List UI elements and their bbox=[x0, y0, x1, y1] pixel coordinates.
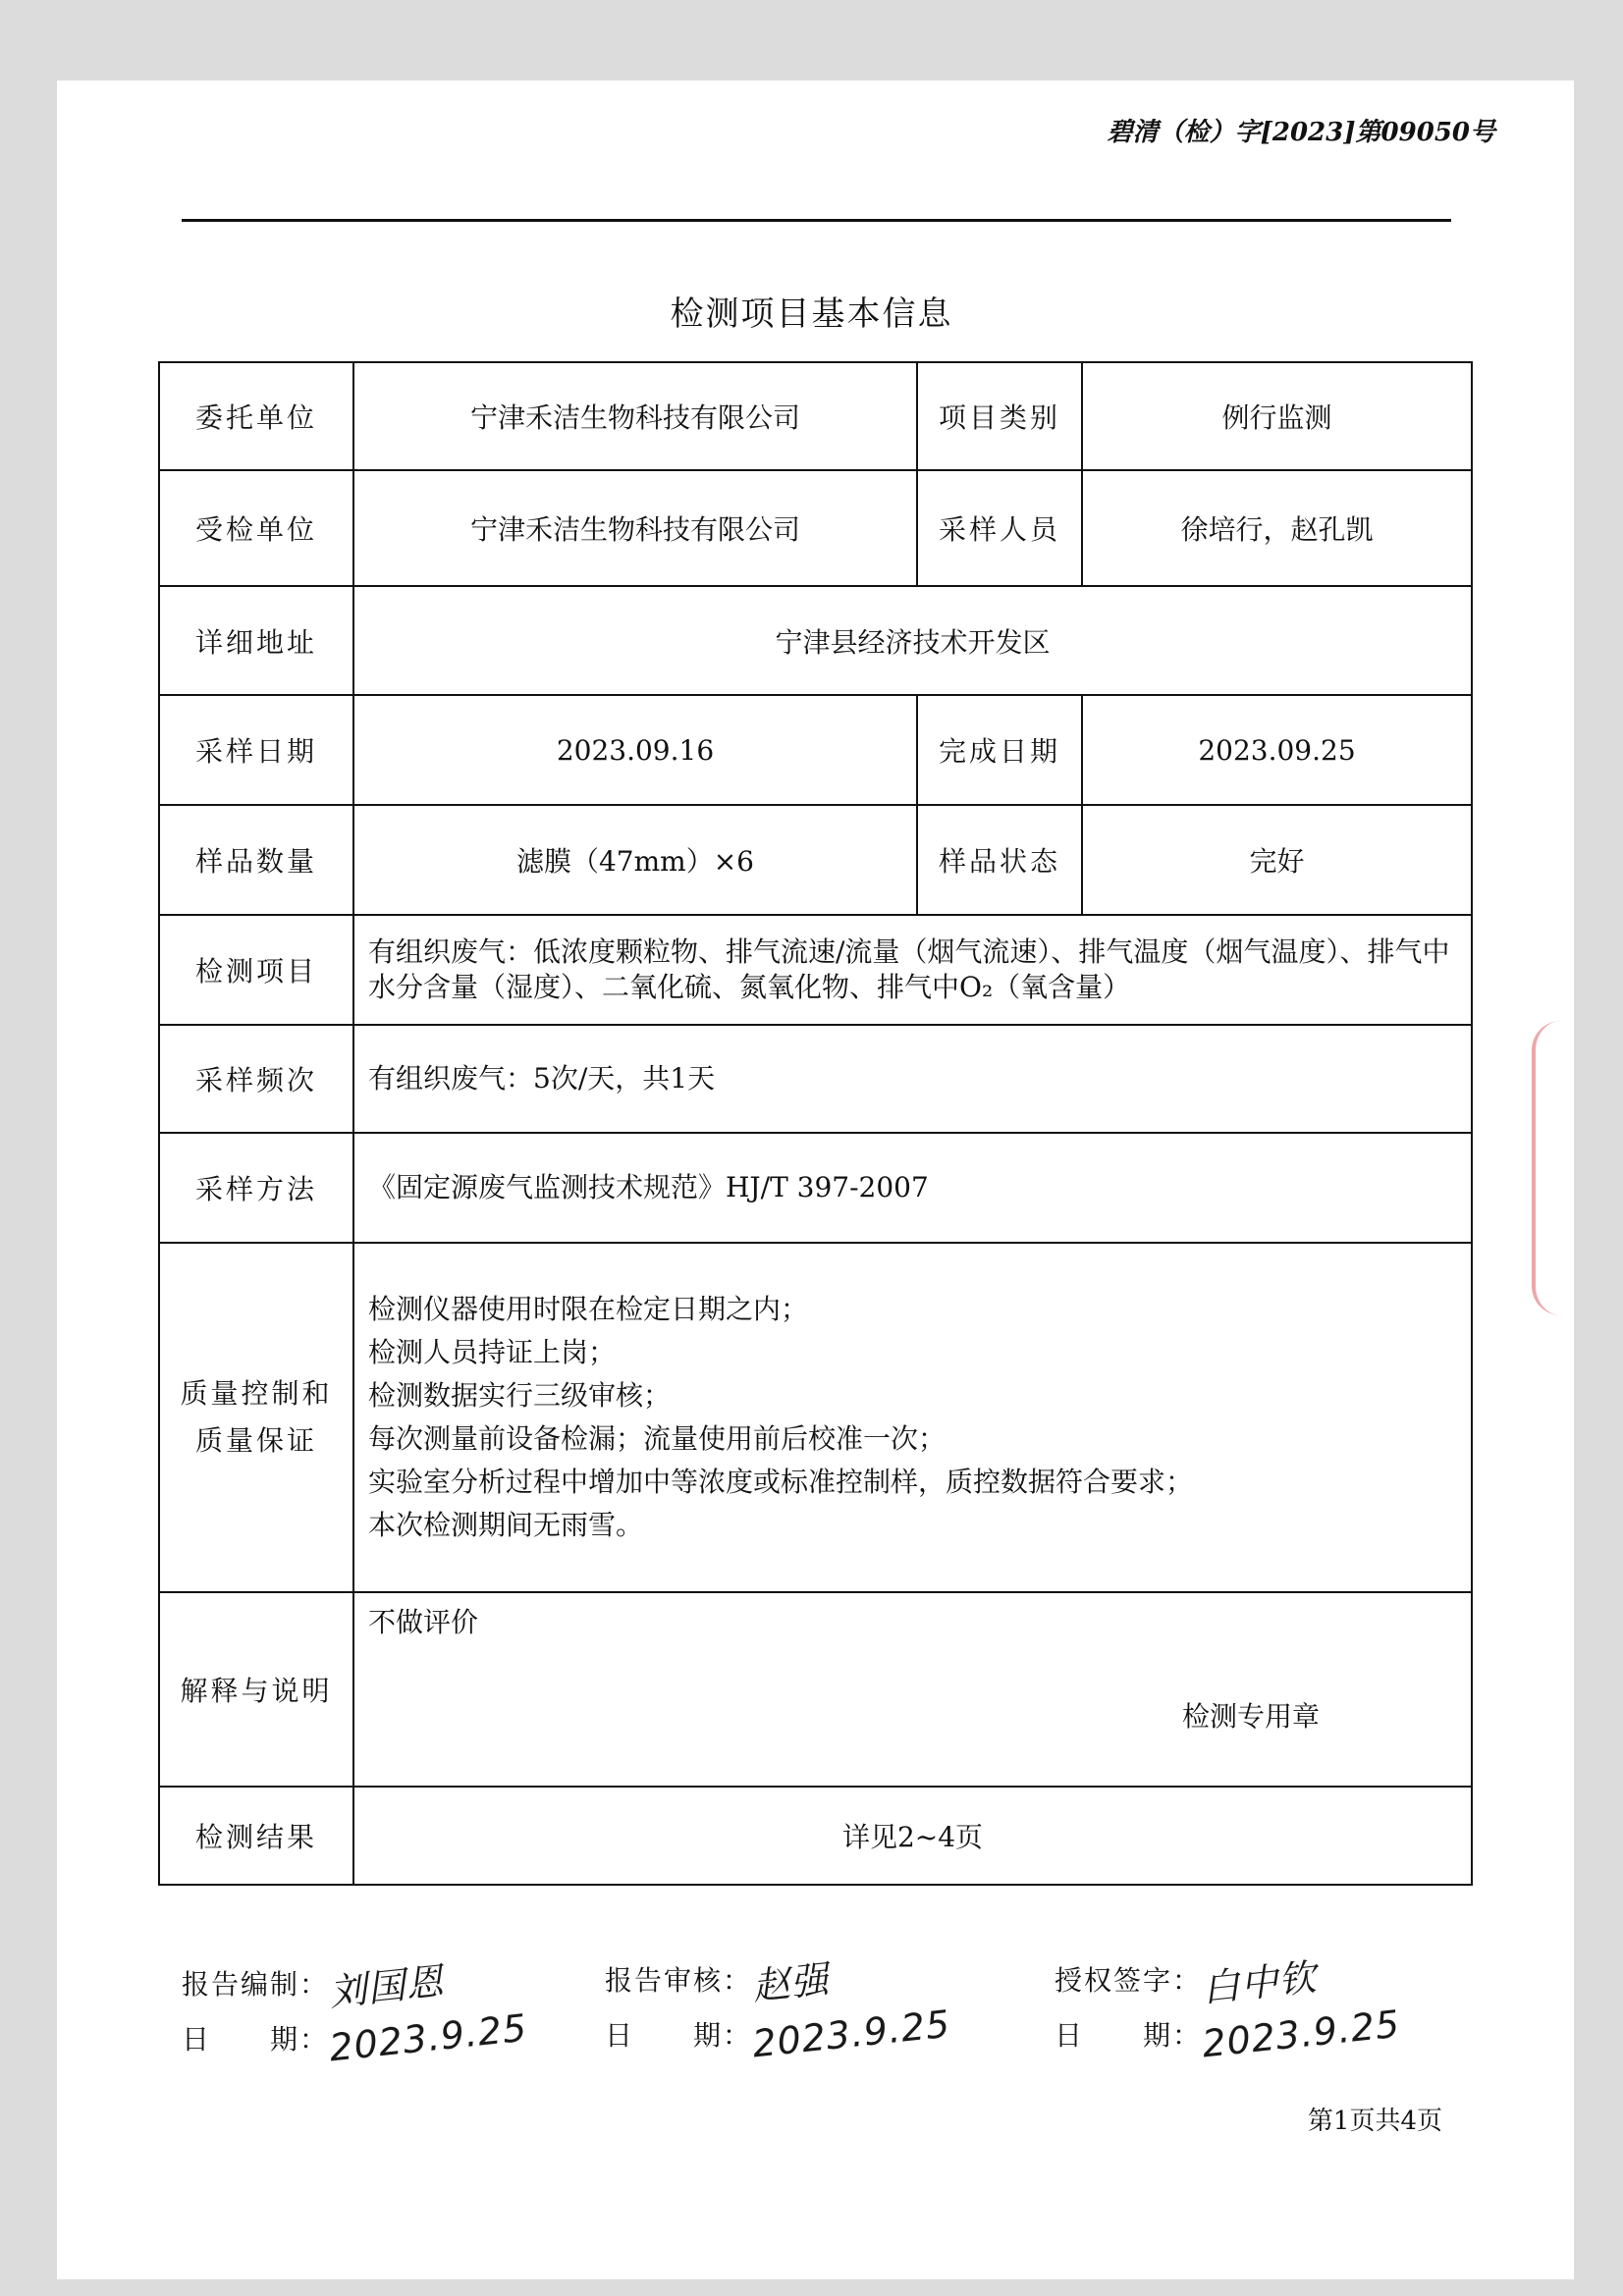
result-label: 检测结果 bbox=[159, 1787, 353, 1885]
state-value: 完好 bbox=[1082, 805, 1472, 915]
sampler-value: 徐培行，赵孔凯 bbox=[1082, 470, 1472, 586]
review-signature: 赵强 bbox=[750, 1956, 832, 2008]
inspected-value: 宁津禾洁生物科技有限公司 bbox=[353, 470, 917, 586]
review-date: 2023.9.25 bbox=[750, 2002, 953, 2066]
freq-value: 有组织废气：5次/天，共1天 bbox=[353, 1025, 1472, 1133]
page-number: 第1页共4页 bbox=[1307, 2107, 1442, 2136]
compile-signature: 刘国恩 bbox=[327, 1958, 447, 2014]
qc-label: 质量控制和质量保证 bbox=[159, 1243, 353, 1592]
result-value: 详见2~4页 bbox=[353, 1787, 1472, 1885]
auth-signature: 白中钦 bbox=[1200, 1954, 1320, 2010]
explain-value: 不做评价 bbox=[368, 1606, 479, 1638]
document-number: 碧清（检）字[2023]第09050号 bbox=[1107, 118, 1495, 147]
table-row bbox=[159, 915, 1472, 1025]
table-row bbox=[159, 805, 1472, 915]
compile-date-label: 日 期： bbox=[182, 2023, 330, 2056]
sample-date-value: 2023.09.16 bbox=[353, 695, 917, 805]
page-title: 检测项目基本信息 bbox=[670, 294, 953, 334]
table-row bbox=[159, 470, 1472, 586]
client-value: 宁津禾洁生物科技有限公司 bbox=[353, 362, 917, 470]
info-table bbox=[158, 361, 1473, 1886]
auth-date: 2023.9.25 bbox=[1200, 2002, 1403, 2066]
stamp-label: 检测专用章 bbox=[1181, 1700, 1320, 1734]
method-label: 采样方法 bbox=[159, 1133, 353, 1243]
table-row bbox=[159, 1243, 1472, 1592]
explain-cell bbox=[353, 1592, 1472, 1787]
category-value: 例行监测 bbox=[1082, 362, 1472, 470]
sample-date-label: 采样日期 bbox=[159, 695, 353, 805]
auth-label: 授权签字： bbox=[1055, 1964, 1203, 1997]
finish-date-value: 2023.09.25 bbox=[1082, 695, 1472, 805]
address-value: 宁津县经济技术开发区 bbox=[353, 586, 1472, 695]
header-rule bbox=[182, 219, 1451, 222]
auth-date-label: 日 期： bbox=[1055, 2019, 1203, 2052]
address-label: 详细地址 bbox=[159, 586, 353, 695]
client-label: 委托单位 bbox=[159, 362, 353, 470]
qc-item: 每次测量前设备检漏；流量使用前后校准一次； bbox=[368, 1422, 947, 1455]
compile-label: 报告编制： bbox=[182, 1968, 330, 2001]
qc-item: 本次检测期间无雨雪。 bbox=[368, 1509, 644, 1541]
compile-date: 2023.9.25 bbox=[327, 2005, 530, 2070]
method-value: 《固定源废气监测技术规范》HJ/T 397-2007 bbox=[353, 1133, 1472, 1243]
signature-compile bbox=[182, 1955, 530, 2070]
qc-list bbox=[353, 1243, 1472, 1592]
qty-value: 滤膜（47mm）×6 bbox=[353, 805, 917, 915]
table-row bbox=[159, 1787, 1472, 1885]
table-row bbox=[159, 586, 1472, 695]
items-label: 检测项目 bbox=[159, 915, 353, 1025]
qty-label: 样品数量 bbox=[159, 805, 353, 915]
freq-label: 采样频次 bbox=[159, 1025, 353, 1133]
qc-item: 检测仪器使用时限在检定日期之内； bbox=[368, 1293, 809, 1325]
review-label: 报告审核： bbox=[605, 1964, 753, 1997]
red-seal-mark bbox=[1532, 1021, 1595, 1315]
qc-item: 检测数据实行三级审核； bbox=[368, 1379, 672, 1412]
table-row bbox=[159, 695, 1472, 805]
items-value: 有组织废气：低浓度颗粒物、排气流速/流量（烟气流速）、排气温度（烟气温度）、排气中水分含量（湿度）、二氧化硫、氮氧化物、排气中O₂（氧含量） bbox=[353, 915, 1472, 1025]
state-label: 样品状态 bbox=[917, 805, 1082, 915]
table-row bbox=[159, 1133, 1472, 1243]
inspected-label: 受检单位 bbox=[159, 470, 353, 586]
category-label: 项目类别 bbox=[917, 362, 1082, 470]
review-date-label: 日 期： bbox=[605, 2019, 753, 2052]
signature-auth bbox=[1055, 1951, 1403, 2066]
qc-item: 检测人员持证上岗； bbox=[368, 1336, 617, 1368]
qc-item: 实验室分析过程中增加中等浓度或标准控制样，质控数据符合要求； bbox=[368, 1466, 1194, 1498]
signature-review bbox=[605, 1951, 953, 2066]
table-row bbox=[159, 1592, 1472, 1787]
table-row bbox=[159, 362, 1472, 470]
finish-date-label: 完成日期 bbox=[917, 695, 1082, 805]
sampler-label: 采样人员 bbox=[917, 470, 1082, 586]
table-row bbox=[159, 1025, 1472, 1133]
explain-label: 解释与说明 bbox=[159, 1592, 353, 1787]
